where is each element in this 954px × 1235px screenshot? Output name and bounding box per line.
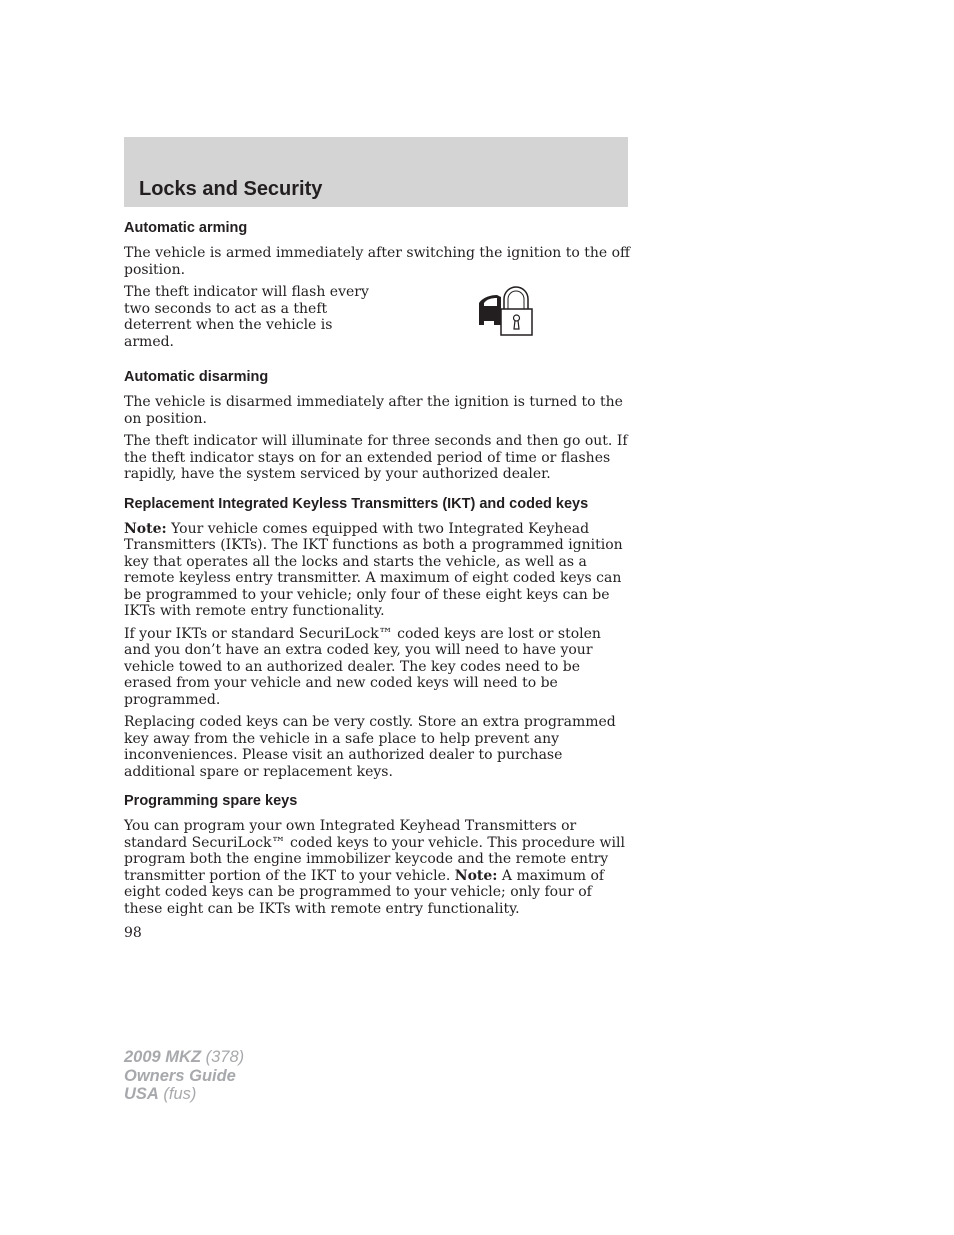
heading-programming-spare-keys: Programming spare keys bbox=[124, 793, 298, 809]
vehicle-padlock-icon bbox=[475, 281, 535, 337]
note-label: Note: bbox=[124, 520, 167, 537]
footer-market-code: (fus) bbox=[158, 1085, 197, 1103]
heading-automatic-disarming: Automatic disarming bbox=[124, 369, 269, 385]
footer-model: 2009 MKZ bbox=[124, 1048, 202, 1066]
page-content bbox=[124, 218, 630, 923]
programming-text-end: A maximum of eight coded keys can be programmed to your vehicle; only four of these eight can be IKTs with remote entry functionality. bbox=[124, 867, 605, 917]
section-title: Locks and Security bbox=[139, 178, 323, 200]
section-header-bar bbox=[124, 137, 628, 207]
replacement-paragraph-1 bbox=[124, 521, 630, 620]
footer-market: USA bbox=[124, 1085, 159, 1103]
replacement-paragraph-1-text: Your vehicle comes equipped with two Integrated Keyhead Transmitters (IKTs). The IKT functions as both a programmed ignition key that operates all the locks and starts the vehicle, as well as a remote keyless entry transmitter. A maximum of eight coded keys can be programmed to your vehicle; only four of these eight keys can be IKTs with remote entry functionality. bbox=[124, 520, 623, 619]
arming-indicator-row bbox=[124, 284, 630, 356]
disarming-paragraph-1: The vehicle is disarmed immediately after the ignition is turned to the on position. bbox=[124, 394, 623, 427]
footer-document-info bbox=[124, 1048, 244, 1104]
replacement-paragraph-2: If your IKTs or standard SecuriLock™ coded keys are lost or stolen and you don’t have an extra coded key, you will need to have your vehicle towed to an authorized dealer. The key codes need to be erased from your vehicle and new coded keys will need to be programmed. bbox=[124, 625, 601, 708]
footer-guide-name: Owners Guide bbox=[124, 1066, 236, 1085]
arming-paragraph-1: The vehicle is armed immediately after switching the ignition to the off position. bbox=[124, 245, 630, 278]
heading-automatic-arming: Automatic arming bbox=[124, 220, 248, 236]
footer-line-3 bbox=[124, 1085, 244, 1104]
note-label: Note: bbox=[454, 867, 498, 884]
footer-model-code: (378) bbox=[201, 1048, 245, 1066]
programming-text-start: You can program your own Integrated Keyhead Transmitters or standard SecuriLock™ coded keys to your vehicle. This procedure will program both the engine immobilizer keycode and the remote entry transmitter portion of the IKT to your vehicle. bbox=[124, 818, 625, 884]
disarming-paragraph-2: The theft indicator will illuminate for three seconds and then go out. If the theft indicator stays on for an extended period of time or flashes rapidly, have the system serviced by your authorized dealer. bbox=[124, 433, 628, 482]
page-number: 98 bbox=[124, 925, 142, 941]
heading-replacement-ikt: Replacement Integrated Keyless Transmitters (IKT) and coded keys bbox=[124, 495, 589, 512]
programming-paragraph bbox=[124, 818, 630, 917]
arming-paragraph-2: The theft indicator will flash every two seconds to act as a theft deterrent when the vehicle is armed. bbox=[124, 284, 369, 350]
footer-line-1 bbox=[124, 1048, 244, 1067]
theft-indicator-icon bbox=[475, 281, 535, 341]
footer-line-2 bbox=[124, 1067, 244, 1086]
replacement-paragraph-3: Replacing coded keys can be very costly. Store an extra programmed key away from the vehicle in a safe place to help prevent any inconveniences. Please visit an authorized dealer to purchase additional spare or replacement keys. bbox=[124, 714, 616, 780]
